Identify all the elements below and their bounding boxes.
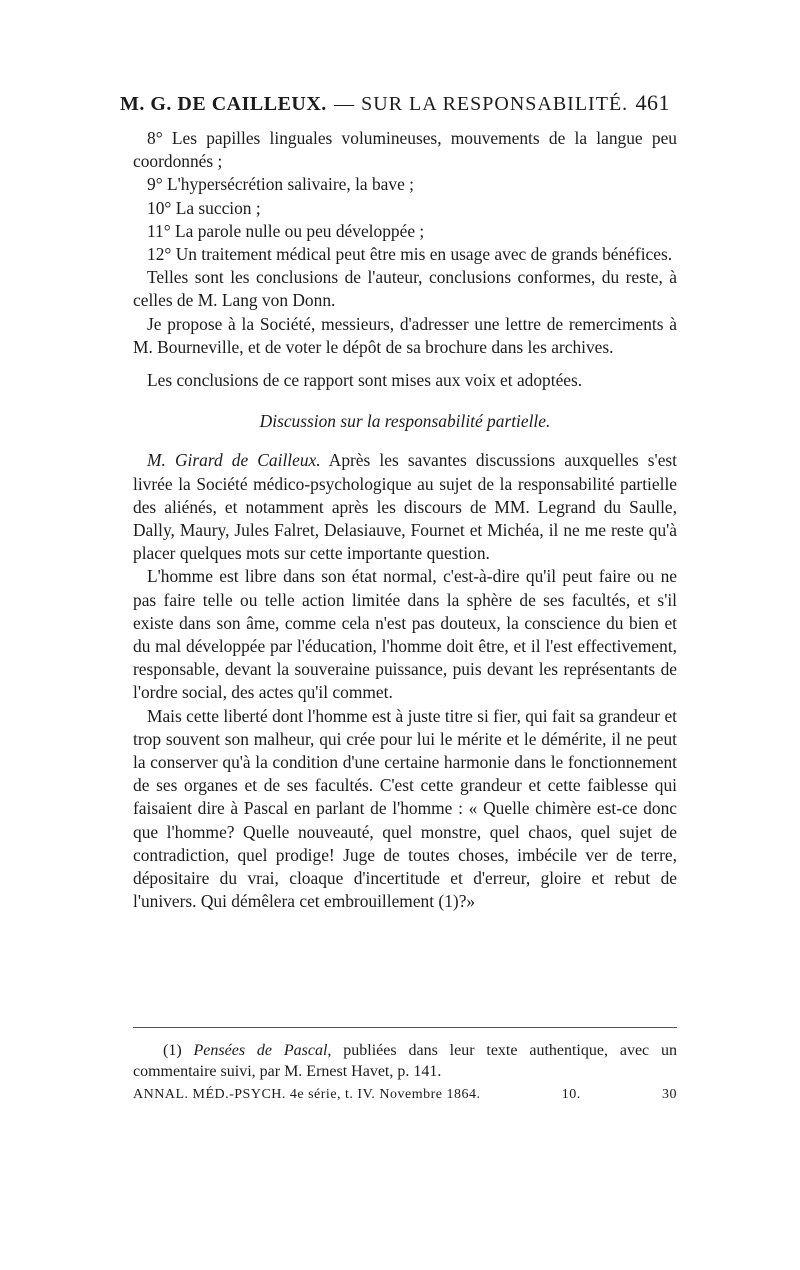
- header-author: M. G. DE CAILLEUX.: [120, 93, 327, 115]
- footnote-title: Pensées de Pascal,: [193, 1042, 332, 1059]
- list-item: 8° Les papilles linguales volumineuses, mouvements de la langue peu coordonnés ;: [133, 128, 677, 172]
- list-item: 9° L'hypersécrétion salivaire, la bave ;: [147, 174, 414, 195]
- header-topic: — SUR LA RESPONSABILITÉ.: [334, 93, 629, 115]
- speech-opening-paragraph: [133, 449, 677, 565]
- paragraph: Les conclusions de ce rapport sont mises aux voix et adoptées.: [147, 370, 583, 391]
- paragraph: Mais cette liberté dont l'homme est à juste titre si fier, qui fait sa grandeur et trop souvent son malheur, qui crée pour lui le mérite et le démérite, il ne peut la conserver qu'à la condition d'une certaine harmonie dans le fonctionnement de ses organes et de ses facultés. C'est cette grandeur et cette faiblesse qui faisaient dire à Pascal en parlant de l'homme : « Quelle chimère est-ce donc que l'homme? Quelle nouveauté, quel monstre, quel chaos, quel sujet de contradiction, quel prodige! Juge de toutes choses, imbécile ver de terre, dépositaire du vrai, cloaque d'incertitude et d'erreur, gloire et rebut de l'univers. Qui démêlera cet embrouillement (1)?»: [133, 705, 677, 912]
- footnote-text: publiées dans leur texte authentique, avec un commentaire suivi, par M. Ernest Havet, p. 141.: [133, 1042, 677, 1080]
- sheet-number: 10.: [561, 1087, 581, 1102]
- journal-citation: ANNAL. MÉD.-PSYCH. 4e série, t. IV. Novembre 1864.: [133, 1087, 481, 1102]
- speaker-name: M. Girard de Cailleux.: [147, 450, 321, 471]
- list-item: 12° Un traitement médical peut être mis en usage avec de grands bénéfices.: [147, 244, 673, 265]
- footnote-divider: [133, 1027, 677, 1028]
- page-number: 461: [635, 90, 670, 115]
- footnote: [133, 1040, 677, 1082]
- signature-number: 30: [662, 1087, 677, 1102]
- list-item: 11° La parole nulle ou peu développée ;: [147, 220, 425, 241]
- printer-signature-line: [133, 1087, 677, 1103]
- paragraph: L'homme est libre dans son état normal, c'est-à-dire qu'il peut faire ou ne pas faire telle ou telle action limitée dans la sphère de ses facultés, et s'il existe dans son âme, comme cela n'est pas douteux, la conscience du bien et du mal développée par l'éducation, l'homme doit être, et il l'est effectivement, responsable, devant la souveraine puissance, puis devant les représentants de l'ordre social, des actes qu'il commet.: [133, 566, 677, 703]
- speech-opening-text: Après les savantes discussions auxquelles s'est livrée la Société médico-psychologique au sujet de la responsabilité partielle des aliénés, et notamment après les discours de MM. Legrand du Saulle, Dally, Maury, Jules Falret, Delasiauve, Fournet et Michéa, il ne me reste qu'à placer quelques mots sur cette importante question.: [133, 450, 678, 564]
- paragraph: Je propose à la Société, messieurs, d'adresser une lettre de remerciments à M. Bourneville, et de voter le dépôt de sa brochure dans les archives.: [133, 313, 677, 357]
- list-item: 10° La succion ;: [147, 197, 261, 218]
- paragraph: Telles sont les conclusions de l'auteur, conclusions conformes, du reste, à celles de M. Lang von Donn.: [133, 267, 677, 311]
- section-heading: Discussion sur la responsabilité partielle.: [259, 411, 551, 432]
- running-header: [120, 90, 670, 116]
- body-text: [133, 127, 677, 914]
- footnote-marker: (1): [163, 1042, 182, 1059]
